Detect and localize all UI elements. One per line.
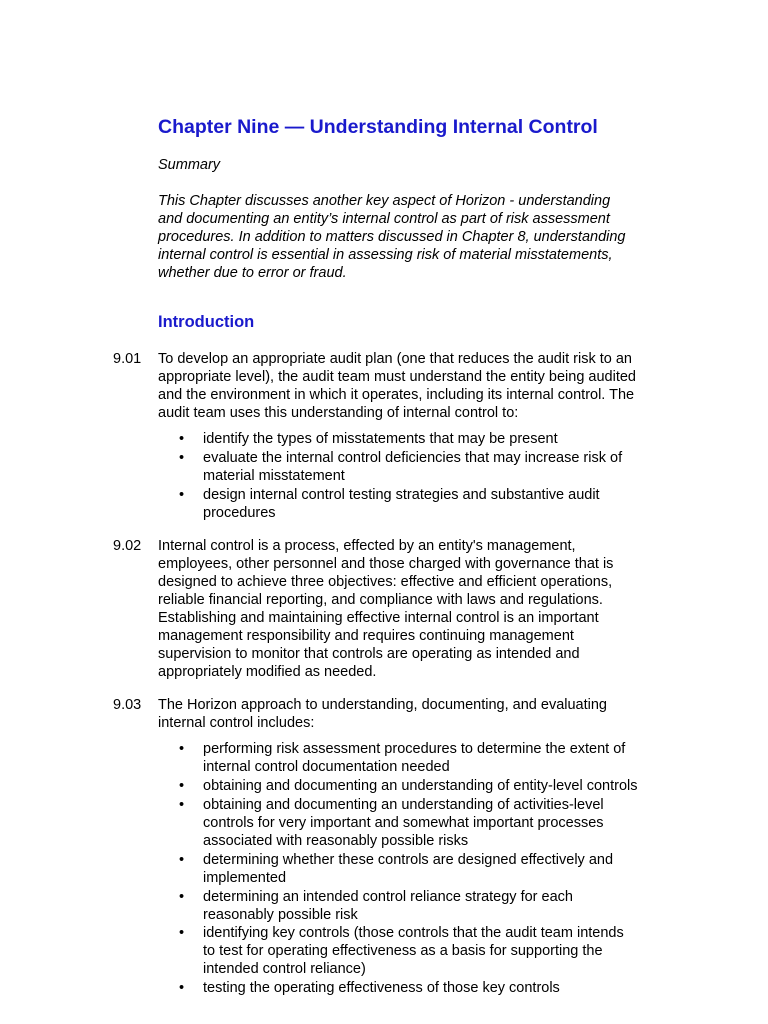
paragraph-line: Internal control is a process, effected by an entity's management, — [158, 538, 576, 554]
paragraph-line: supervision to monitor that controls are operating as intended and — [158, 646, 580, 662]
paragraph-number: 9.01 — [113, 351, 142, 367]
list-item-line: to test for operating effectiveness as a basis for supporting the — [203, 943, 603, 959]
list-item-line: controls for very important and somewhat important processes — [203, 815, 604, 831]
bullet-icon: • — [179, 450, 185, 466]
list-item-line: implemented — [203, 870, 287, 886]
bullet-icon: • — [179, 797, 185, 813]
list-item-line: determining an intended control reliance strategy for each — [203, 889, 573, 905]
summary-line: This Chapter discusses another key aspect of Horizon - understanding — [158, 193, 611, 209]
bullet-icon: • — [179, 852, 185, 868]
list-item-line: design internal control testing strategies and substantive audit — [203, 487, 600, 503]
summary-line: internal control is essential in assessing risk of material misstatements, — [158, 247, 613, 263]
paragraph-line: employees, other personnel and those charged with governance that is — [158, 556, 614, 572]
paragraph-line: reliable financial reporting, and compliance with laws and regulations. — [158, 592, 603, 608]
bullet-icon: • — [179, 980, 185, 996]
paragraph-line: The Horizon approach to understanding, documenting, and evaluating — [158, 697, 607, 713]
list-item-line: evaluate the internal control deficiencies that may increase risk of — [203, 450, 623, 466]
paragraph-text — [158, 696, 668, 732]
chapter-title: Chapter Nine — Understanding Internal Control — [158, 116, 598, 138]
bullet-icon: • — [179, 741, 185, 757]
paragraph-line: management responsibility and requires continuing management — [158, 628, 574, 644]
summary-line: procedures. In addition to matters discussed in Chapter 8, understanding — [158, 229, 626, 245]
paragraph-text — [158, 350, 668, 422]
paragraph-number: 9.02 — [113, 538, 142, 554]
paragraph-number: 9.03 — [113, 697, 142, 713]
list-item-line: reasonably possible risk — [203, 907, 358, 923]
list-item-line: performing risk assessment procedures to determine the extent of — [203, 741, 626, 757]
summary-line: whether due to error or fraud. — [158, 265, 347, 281]
paragraph-line: To develop an appropriate audit plan (one that reduces the audit risk to an — [158, 351, 632, 367]
paragraph-line: appropriately modified as needed. — [158, 664, 377, 680]
summary-text — [158, 192, 658, 282]
list-item-line: procedures — [203, 505, 276, 521]
bullet-icon: • — [179, 431, 185, 447]
list-item-line: determining whether these controls are designed effectively and — [203, 852, 614, 868]
bullet-icon: • — [179, 925, 185, 941]
list-item-line: identifying key controls (those controls that the audit team intends — [203, 925, 624, 941]
list-item-line: obtaining and documenting an understanding of activities-level — [203, 797, 604, 813]
paragraph-line: audit team uses this understanding of internal control to: — [158, 405, 519, 421]
list-item-line: material misstatement — [203, 468, 345, 484]
list-item-line: obtaining and documenting an understanding of entity-level controls — [203, 778, 638, 794]
paragraph-line: appropriate level), the audit team must understand the entity being audited — [158, 369, 636, 385]
list-item-line: internal control documentation needed — [203, 759, 450, 775]
bullet-icon: • — [179, 889, 185, 905]
section-heading-introduction: Introduction — [158, 313, 255, 331]
bullet-icon: • — [179, 487, 185, 503]
list-item-line: identify the types of misstatements that may be present — [203, 431, 558, 447]
list-item-line: associated with reasonably possible risks — [203, 833, 469, 849]
paragraph-text — [158, 537, 668, 681]
bullet-icon: • — [179, 778, 185, 794]
list-item-line: testing the operating effectiveness of those key controls — [203, 980, 560, 996]
paragraph-line: designed to achieve three objectives: effective and efficient operations, — [158, 574, 613, 590]
paragraph-line: Establishing and maintaining effective internal control is an important — [158, 610, 599, 626]
summary-line: and documenting an entity’s internal control as part of risk assessment — [158, 211, 610, 227]
paragraph-line: internal control includes: — [158, 715, 315, 731]
paragraph-line: and the environment in which it operates, including its internal control. The — [158, 387, 635, 403]
summary-label: Summary — [158, 157, 221, 173]
list-item-line: intended control reliance) — [203, 961, 366, 977]
